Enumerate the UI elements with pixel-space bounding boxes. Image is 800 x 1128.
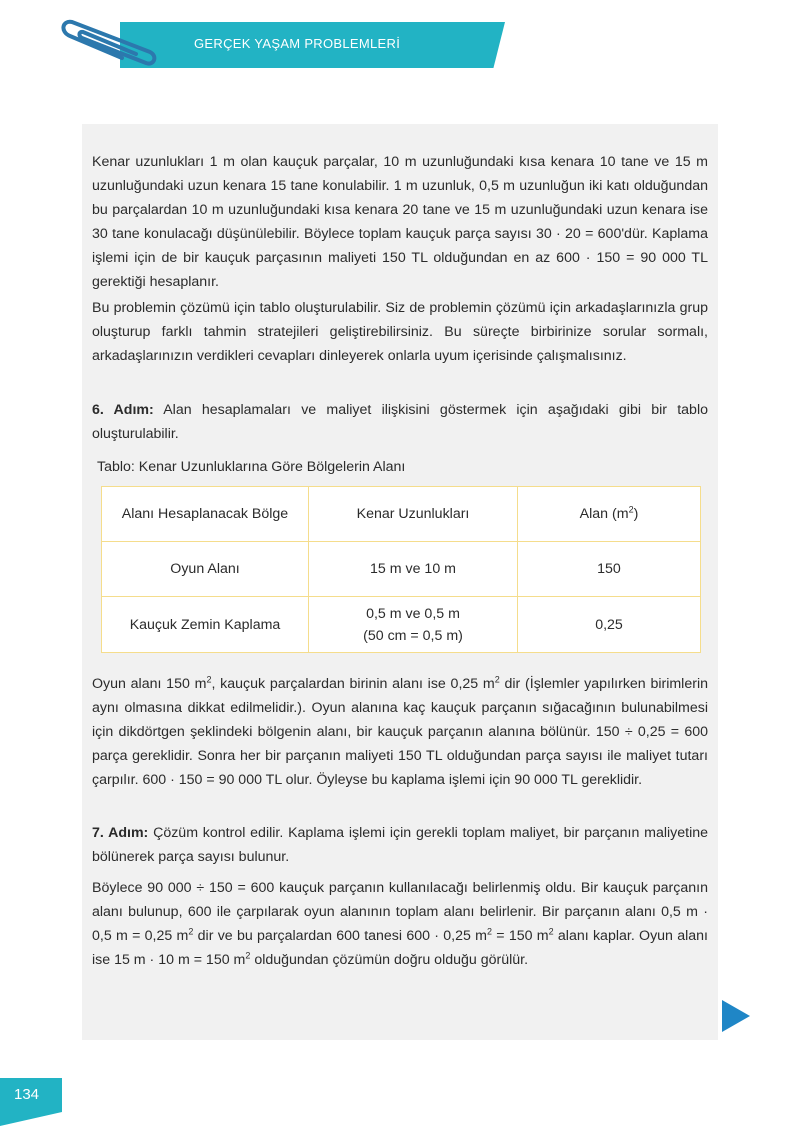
paragraph-2	[92, 296, 708, 368]
step-6-label: 6. Adım:	[92, 402, 154, 418]
table-cell: Oyun Alanı	[102, 542, 309, 597]
paragraph-6-text: = 150 m	[492, 928, 549, 944]
table-header-cell: Kenar Uzunlukları	[309, 487, 518, 542]
table-header-cell	[518, 487, 701, 542]
paragraph-1-text: Kenar uzunlukları 1 m olan kauçuk parçalar, 10 m uzunluğundaki kısa kenara 10 tane ve 15 m uzunluğundaki uzun kenara 15 tane konulabilir. 1 m uzunluk, 0,5 m uzunluğun iki katı olduğundan bu parçalardan 10 m uzunluğundaki kısa kenara 20 tane ve 15 m uzunluğundaki uzun kenara ise 30 tane konulacağı düşünülebilir. Böylece toplam kauçuk parça sayısı 30 · 20 = 600'dür. Kaplama işlemi için de bir kauçuk parçasının maliyeti 150 TL olduğundan en az 600 · 150 = 90 000 TL gerektiği hesaplanır.	[92, 154, 708, 290]
paragraph-6-text: dir ve bu parçalardan 600 tanesi 600 · 0,25 m	[193, 928, 487, 944]
area-table	[101, 486, 701, 653]
paragraph-4-text: Oyun alanı 150 m	[92, 676, 207, 692]
area-header-close: )	[633, 506, 639, 522]
paragraph-4-text: dir (İşlemler yapılırken birimlerin aynı olmasına dikkat edilmelidir.). Oyun alanına kaç kauçuk parçanın sığacağının bulunabilmesi için dikdörtgen şeklindeki bölgenin alanı, bir kauçuk parçanın alanına bölünür. 150 ÷ 0,25 = 600 parça gereklidir. Sonra her bir parçanın maliyeti 150 TL olduğundan parça sayısı ile maliyet tutarı çarpılır. 600 · 150 = 90 000 TL olur. Öyleyse bu kaplama işlemi için 90 000 TL gereklidir.	[92, 676, 708, 788]
table-cell: Kauçuk Zemin Kaplama	[102, 597, 309, 653]
superscript: 2	[487, 926, 493, 937]
superscript: 2	[188, 926, 194, 937]
superscript: 2	[245, 950, 251, 961]
paragraph-4	[92, 672, 708, 792]
paragraph-2-text: Bu problemin çözümü için tablo oluşturulabilir. Siz de problemin çözümü için arkadaşlarınızla grup oluşturup farklı tahmin stratejileri geliştirebilirsiniz. Bu süreçte birbirinize sorular sormalı, arkadaşlarınızın verdikleri cevapları dinleyerek onlarla uyum içerisinde çalışmalısınız.	[92, 300, 708, 364]
table-cell-line: (50 cm = 0,5 m)	[363, 627, 463, 644]
next-page-arrow-icon[interactable]	[722, 1000, 750, 1032]
table-caption: Tablo: Kenar Uzunluklarına Göre Bölgelerin Alanı	[97, 459, 406, 475]
page-tab-corner	[0, 1112, 62, 1126]
paragraph-6	[92, 876, 708, 972]
page-number: 134	[14, 1086, 40, 1103]
superscript: 2	[494, 674, 500, 685]
table-header-cell: Alanı Hesaplanacak Bölge	[102, 487, 309, 542]
paragraph-6-text: alanı kaplar. Oyun alanı ise 15 m · 10 m = 150 m	[92, 928, 708, 968]
table-cell	[309, 597, 518, 653]
paragraph-6-text: olduğundan çözümün doğru olduğu görülür.	[250, 952, 529, 968]
step-7-label: 7. Adım:	[92, 825, 149, 841]
table-header-row	[102, 487, 701, 542]
table-cell: 150	[518, 542, 701, 597]
step-7-text: Çözüm kontrol edilir. Kaplama işlemi için gerekli toplam maliyet, bir parçanın maliyetine bölünerek parça sayısı bulunur.	[92, 825, 708, 865]
table-cell: 15 m ve 10 m	[309, 542, 518, 597]
paragraph-4-text: , kauçuk parçalardan birinin alanı ise 0,25 m	[211, 676, 495, 692]
superscript: 2	[206, 674, 212, 685]
table-row	[102, 597, 701, 653]
step-6-paragraph	[92, 398, 708, 446]
paragraph-1	[92, 150, 708, 294]
table-cell: 0,25	[518, 597, 701, 653]
page-title: GERÇEK YAŞAM PROBLEMLERİ	[194, 36, 401, 51]
step-7-paragraph	[92, 821, 708, 869]
paragraph-6-text: Böylece 90 000 ÷ 150 = 600 kauçuk parçanın kullanılacağı belirlenmiş oldu. Bir kauçuk parçanın alanı bulunup, 600 ile çarpılarak oyun alanının toplam alanı belirlenir. Bir parçanın alanı 0,5 m · 0,5 m = 0,25 m	[92, 880, 708, 944]
table-row	[102, 542, 701, 597]
area-header-label: Alan (m	[579, 506, 629, 522]
superscript: 2	[548, 926, 554, 937]
area-header-sup: 2	[628, 504, 634, 515]
paperclip-icon	[52, 14, 162, 70]
step-6-text: Alan hesaplamaları ve maliyet ilişkisini göstermek için aşağıdaki gibi bir tablo oluşturulabilir.	[92, 402, 708, 442]
table-cell-line: 0,5 m ve 0,5 m	[366, 605, 460, 622]
